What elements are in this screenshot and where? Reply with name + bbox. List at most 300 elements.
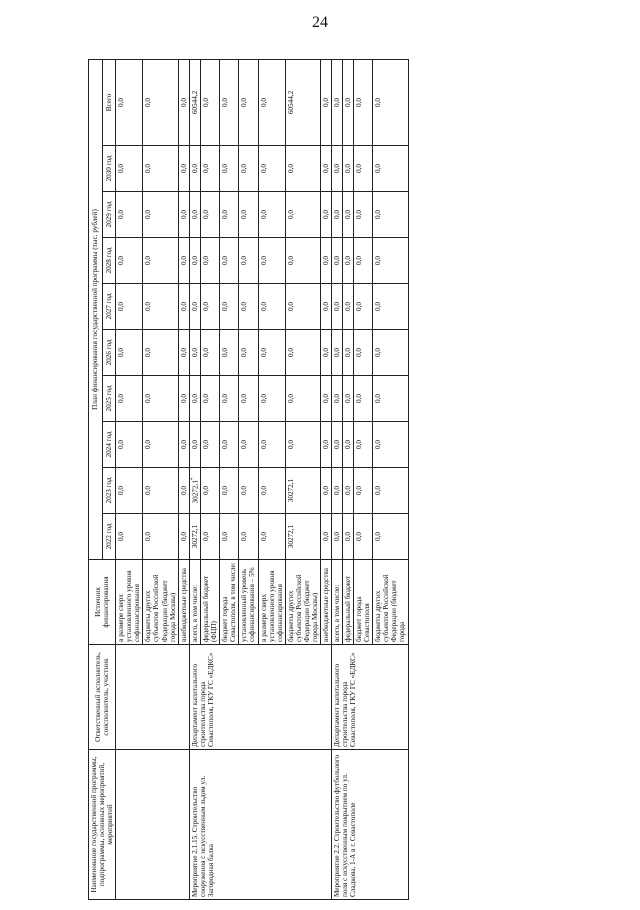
value-text: 0,0 — [179, 486, 188, 495]
funding-source: установленный уровень софинансирования – 5% — [239, 560, 258, 645]
value-text: 0,0 — [221, 440, 230, 449]
value-cell — [354, 330, 373, 376]
value-cell — [239, 238, 258, 284]
value-cell — [332, 514, 343, 560]
value-text: 0,0 — [344, 302, 353, 311]
value-cell — [178, 238, 189, 284]
value-cell — [201, 376, 220, 422]
value-cell — [143, 192, 178, 238]
value-cell — [373, 376, 408, 422]
value-text: 0,0 — [190, 210, 199, 219]
value-cell — [178, 468, 189, 514]
value-cell — [220, 192, 239, 238]
funding-source: бюджеты других субъектов Российской Федерации (бюджет города Москвы) — [143, 560, 178, 645]
value-cell — [258, 468, 285, 514]
value-text: 0,0 — [240, 486, 249, 495]
value-text: 0,0 — [333, 394, 342, 403]
value-cell — [116, 284, 143, 330]
value-cell — [201, 284, 220, 330]
funding-source: бюджеты других субъектов Российской Федерации (бюджет города Москвы) — [285, 560, 320, 645]
value-cell — [239, 192, 258, 238]
value-text: 0,0 — [221, 394, 230, 403]
value-cell — [220, 330, 239, 376]
value-text: 0,0 — [117, 440, 126, 449]
table-row — [189, 59, 200, 899]
value-cell — [320, 468, 331, 514]
value-text: 0,0 — [333, 532, 342, 541]
table-row — [116, 59, 143, 899]
value-text: 0,0 — [202, 164, 211, 173]
value-cell — [343, 284, 354, 330]
value-text: 0,0 — [259, 486, 268, 495]
value-cell — [178, 376, 189, 422]
value-cell — [373, 146, 408, 192]
value-text: 60544,2 — [286, 90, 295, 115]
value-text: 0,0 — [179, 256, 188, 265]
value-text: 0,0 — [259, 98, 268, 107]
value-cell — [220, 376, 239, 422]
value-text: 0,0 — [179, 440, 188, 449]
value-text: 0,0 — [374, 532, 383, 541]
value-cell — [189, 192, 200, 238]
value-cell — [116, 376, 143, 422]
value-cell — [320, 192, 331, 238]
value-text: 0,0 — [355, 486, 364, 495]
value-cell — [220, 422, 239, 468]
value-cell — [201, 146, 220, 192]
value-text: 0,0 — [259, 394, 268, 403]
value-cell — [258, 59, 285, 145]
value-text: 30272,1 — [191, 480, 200, 504]
value-cell — [143, 59, 178, 145]
funding-source: бюджет города Севастополя, в том числе: — [220, 560, 239, 645]
value-text: 0,0 — [333, 440, 342, 449]
value-cell — [178, 192, 189, 238]
value-text: 0,0 — [374, 486, 383, 495]
value-cell — [239, 146, 258, 192]
value-cell — [258, 514, 285, 560]
value-cell — [258, 330, 285, 376]
value-cell — [258, 422, 285, 468]
value-cell — [343, 238, 354, 284]
value-cell — [189, 514, 200, 560]
value-text: 0,0 — [333, 486, 342, 495]
value-text: 0,0 — [321, 210, 330, 219]
value-text: 0,0 — [144, 164, 153, 173]
value-text: 0,0 — [321, 440, 330, 449]
value-text: 0,0 — [286, 394, 295, 403]
value-cell — [354, 468, 373, 514]
header-year: 2022 год — [102, 514, 116, 560]
value-text: 0,0 — [344, 210, 353, 219]
value-text: 0,0 — [179, 164, 188, 173]
value-text: 0,0 — [355, 302, 364, 311]
financing-table-sheet — [88, 60, 628, 900]
value-text: 0,0 — [259, 440, 268, 449]
value-cell — [343, 59, 354, 145]
value-text: 0,0 — [321, 394, 330, 403]
funding-source: бюджеты других субъектов Российской Федерации (бюджет города — [373, 560, 408, 645]
value-cell — [332, 59, 343, 145]
value-cell — [178, 146, 189, 192]
value-text: 0,0 — [374, 210, 383, 219]
value-cell — [189, 468, 200, 514]
header-plan-title: План финансирования государственной программы (тыс. рублей) — [89, 59, 103, 559]
value-cell — [343, 468, 354, 514]
value-cell — [332, 146, 343, 192]
value-cell — [116, 514, 143, 560]
value-text: 0,0 — [286, 302, 295, 311]
value-cell — [143, 514, 178, 560]
value-cell — [143, 422, 178, 468]
value-cell — [354, 238, 373, 284]
value-text: 0,0 — [117, 302, 126, 311]
value-text: 0,0 — [321, 256, 330, 265]
value-cell — [201, 192, 220, 238]
value-text: 0,0 — [333, 348, 342, 357]
value-cell — [220, 146, 239, 192]
header-executor: Ответственный исполнитель, соисполнитель, участник — [89, 645, 116, 750]
value-text: 0,0 — [259, 256, 268, 265]
value-cell — [258, 192, 285, 238]
value-text: 0,0 — [259, 210, 268, 219]
value-text: 0,0 — [179, 532, 188, 541]
value-cell — [201, 330, 220, 376]
value-cell — [332, 284, 343, 330]
value-cell — [116, 59, 143, 145]
value-text: 0,0 — [259, 348, 268, 357]
value-text: 0,0 — [179, 210, 188, 219]
value-text: 30272,1 — [286, 478, 295, 503]
executor: Департамент капитального строительства города Севастополя, ГКУ ГС «ЕДКС» — [332, 645, 409, 750]
funding-source: федеральный бюджет (ФЦП) — [201, 560, 220, 645]
value-cell — [116, 422, 143, 468]
value-text: 0,0 — [240, 210, 249, 219]
value-cell — [178, 284, 189, 330]
executor — [116, 645, 190, 750]
value-text: 0,0 — [202, 348, 211, 357]
value-text: 0,0 — [355, 348, 364, 357]
value-cell — [354, 422, 373, 468]
value-cell — [220, 238, 239, 284]
value-text: 0,0 — [259, 532, 268, 541]
value-text: 0,0 — [374, 256, 383, 265]
header-year: 2026 год — [102, 330, 116, 376]
value-text: 0,0 — [190, 302, 199, 311]
funding-source: внебюджетные средства — [178, 560, 189, 645]
value-text: 0,0 — [144, 486, 153, 495]
value-cell — [354, 146, 373, 192]
value-text: 0,0 — [333, 164, 342, 173]
value-text: 0,0 — [221, 302, 230, 311]
value-text: 0,0 — [374, 394, 383, 403]
funding-source: федеральный бюджет — [343, 560, 354, 645]
value-text: 0,0 — [117, 348, 126, 357]
value-text: 0,0 — [117, 394, 126, 403]
value-text: 0,0 — [221, 98, 230, 107]
value-text: 0,0 — [190, 164, 199, 173]
header-row-1 — [89, 59, 103, 899]
value-cell — [343, 330, 354, 376]
value-text: 0,0 — [202, 394, 211, 403]
value-text: 0,0 — [117, 98, 126, 107]
header-year: 2030 год — [102, 146, 116, 192]
value-cell — [285, 468, 320, 514]
value-cell — [143, 330, 178, 376]
value-text: 0,0 — [202, 256, 211, 265]
value-text: 0,0 — [374, 302, 383, 311]
table-row — [332, 59, 343, 899]
header-year: 2024 год — [102, 422, 116, 468]
value-cell — [320, 514, 331, 560]
value-text: 0,0 — [190, 394, 199, 403]
funding-source: бюджет города Севастополя — [354, 560, 373, 645]
value-cell — [239, 468, 258, 514]
executor: Департамент капитального строительства города Севастополя, ГКУ ГС «ЕДКС» — [189, 645, 331, 750]
header-year: 2028 год — [102, 238, 116, 284]
value-cell — [320, 330, 331, 376]
value-cell — [189, 376, 200, 422]
value-text: 0,0 — [240, 348, 249, 357]
value-cell — [343, 376, 354, 422]
value-text: 0,0 — [333, 302, 342, 311]
value-cell — [201, 238, 220, 284]
value-text: 0,0 — [374, 440, 383, 449]
value-text: 0,0 — [240, 440, 249, 449]
activity-name: Мероприятие 2.1.15. Строительство сооружения с искусственным льдом ул. Загородная балка — [189, 750, 331, 900]
value-text: 0,0 — [355, 394, 364, 403]
value-text: 0,0 — [202, 440, 211, 449]
value-text: 0,0 — [259, 164, 268, 173]
value-text: 0,0 — [333, 210, 342, 219]
value-text: 0,0 — [144, 440, 153, 449]
value-text: 0,0 — [202, 532, 211, 541]
value-text: 0,0 — [286, 256, 295, 265]
value-cell — [239, 422, 258, 468]
value-text: 0,0 — [286, 348, 295, 357]
value-cell — [143, 238, 178, 284]
value-text: 0,0 — [286, 164, 295, 173]
value-text: 0,0 — [344, 164, 353, 173]
value-cell — [332, 468, 343, 514]
value-text: 0,0 — [344, 394, 353, 403]
funding-source: внебюджетные средства — [320, 560, 331, 645]
value-text: 0,0 — [286, 210, 295, 219]
value-cell — [332, 330, 343, 376]
value-cell — [332, 238, 343, 284]
value-cell — [373, 514, 408, 560]
value-text: 0,0 — [344, 256, 353, 265]
value-cell — [178, 59, 189, 145]
value-text: 0,0 — [321, 98, 330, 107]
value-cell — [373, 330, 408, 376]
header-year: Всего — [102, 59, 116, 145]
funding-source: в размере сверх установленного уровня софинансирования — [258, 560, 285, 645]
value-cell — [285, 376, 320, 422]
value-cell — [178, 422, 189, 468]
value-cell — [258, 238, 285, 284]
value-text: 0,0 — [179, 302, 188, 311]
value-text: 0,0 — [355, 532, 364, 541]
value-text: 0,0 — [240, 302, 249, 311]
value-text: 0,0 — [202, 98, 211, 107]
value-cell — [343, 514, 354, 560]
value-cell — [285, 330, 320, 376]
value-text: 0,0 — [321, 302, 330, 311]
value-text: 0,0 — [202, 210, 211, 219]
value-cell — [354, 514, 373, 560]
value-text: 0,0 — [117, 164, 126, 173]
value-text: 0,0 — [344, 532, 353, 541]
value-cell — [239, 376, 258, 422]
value-text: 0,0 — [240, 98, 249, 107]
value-cell — [143, 376, 178, 422]
funding-source: всего, в том числе: — [189, 560, 200, 645]
value-cell — [373, 192, 408, 238]
value-cell — [189, 330, 200, 376]
value-text: 0,0 — [144, 532, 153, 541]
value-text: 0,0 — [221, 486, 230, 495]
value-text: 0,0 — [221, 532, 230, 541]
value-cell — [285, 238, 320, 284]
value-cell — [258, 146, 285, 192]
value-text: 0,0 — [202, 486, 211, 495]
value-cell — [239, 284, 258, 330]
value-text: 0,0 — [144, 210, 153, 219]
value-text: 0,0 — [240, 532, 249, 541]
value-text: 0,0 — [355, 256, 364, 265]
activity-name: Мероприятие 2.2. Строительство футбольного поля с искусственным покрытием по ул. Сладкова, 1-А в г. Севастополе — [332, 750, 409, 900]
value-text: 0,0 — [179, 98, 188, 107]
value-cell — [354, 376, 373, 422]
value-cell — [320, 422, 331, 468]
value-cell — [116, 330, 143, 376]
value-cell — [320, 59, 331, 145]
value-text: 0,0 — [190, 348, 199, 357]
page-number: 24 — [312, 14, 328, 31]
value-cell — [116, 238, 143, 284]
value-text: 0,0 — [355, 440, 364, 449]
value-text: 0,0 — [344, 486, 353, 495]
value-cell — [239, 330, 258, 376]
value-cell — [354, 59, 373, 145]
value-cell — [332, 422, 343, 468]
value-text: 0,0 — [221, 164, 230, 173]
value-cell — [320, 238, 331, 284]
value-text: 0,0 — [221, 256, 230, 265]
value-cell — [285, 514, 320, 560]
value-text: 0,0 — [321, 532, 330, 541]
value-text: 0,0 — [344, 348, 353, 357]
table-body — [116, 59, 408, 899]
value-text: 0,0 — [190, 440, 199, 449]
value-text: 0,0 — [117, 486, 126, 495]
value-cell — [201, 59, 220, 145]
value-cell — [201, 422, 220, 468]
value-cell — [189, 146, 200, 192]
value-text: 0,0 — [374, 98, 383, 107]
value-cell — [320, 284, 331, 330]
value-cell — [354, 284, 373, 330]
value-cell — [343, 422, 354, 468]
value-cell — [189, 422, 200, 468]
value-cell — [220, 514, 239, 560]
footnote-mark: * — [190, 477, 196, 481]
value-cell — [116, 146, 143, 192]
value-cell — [239, 59, 258, 145]
value-text: 0,0 — [321, 486, 330, 495]
value-cell — [220, 59, 239, 145]
value-text: 0,0 — [286, 440, 295, 449]
value-cell — [220, 468, 239, 514]
value-text: 0,0 — [344, 440, 353, 449]
value-text: 0,0 — [333, 256, 342, 265]
value-text: 0,0 — [117, 210, 126, 219]
value-text: 0,0 — [355, 164, 364, 173]
value-cell — [373, 468, 408, 514]
header-source: Источник финансирования — [89, 560, 116, 645]
value-text: 0,0 — [144, 256, 153, 265]
value-cell — [178, 330, 189, 376]
value-text: 0,0 — [344, 98, 353, 107]
value-cell — [343, 146, 354, 192]
value-text: 0,0 — [221, 210, 230, 219]
value-cell — [373, 284, 408, 330]
activity-name — [116, 750, 190, 900]
financing-table — [88, 59, 409, 900]
value-text: 30272,1 — [286, 524, 295, 549]
value-text: 60544,2 — [190, 90, 199, 115]
value-text: 0,0 — [117, 532, 126, 541]
value-text: 0,0 — [355, 98, 364, 107]
value-cell — [332, 376, 343, 422]
value-cell — [285, 284, 320, 330]
value-text: 0,0 — [179, 394, 188, 403]
value-cell — [239, 514, 258, 560]
header-year: 2025 год — [102, 376, 116, 422]
value-cell — [116, 192, 143, 238]
value-cell — [373, 59, 408, 145]
value-cell — [178, 514, 189, 560]
value-cell — [285, 59, 320, 145]
header-year: 2029 год — [102, 192, 116, 238]
value-cell — [258, 284, 285, 330]
header-name: Наименование государственной программы, подпрограммы, основных мероприятий, мероприятий — [89, 750, 116, 900]
value-text: 30272,1 — [190, 524, 199, 549]
value-text: 0,0 — [221, 348, 230, 357]
header-year: 2027 год — [102, 284, 116, 330]
value-cell — [285, 422, 320, 468]
value-text: 0,0 — [117, 256, 126, 265]
value-text: 0,0 — [333, 98, 342, 107]
value-text: 0,0 — [144, 98, 153, 107]
value-cell — [320, 376, 331, 422]
value-cell — [143, 146, 178, 192]
value-cell — [320, 146, 331, 192]
funding-source: всего, в том числе: — [332, 560, 343, 645]
value-cell — [343, 192, 354, 238]
value-cell — [143, 468, 178, 514]
value-text: 0,0 — [321, 164, 330, 173]
value-text: 0,0 — [321, 348, 330, 357]
value-cell — [285, 192, 320, 238]
value-cell — [354, 192, 373, 238]
value-text: 0,0 — [240, 164, 249, 173]
value-text: 0,0 — [144, 394, 153, 403]
value-text: 0,0 — [374, 348, 383, 357]
value-cell — [189, 59, 200, 145]
value-text: 0,0 — [259, 302, 268, 311]
